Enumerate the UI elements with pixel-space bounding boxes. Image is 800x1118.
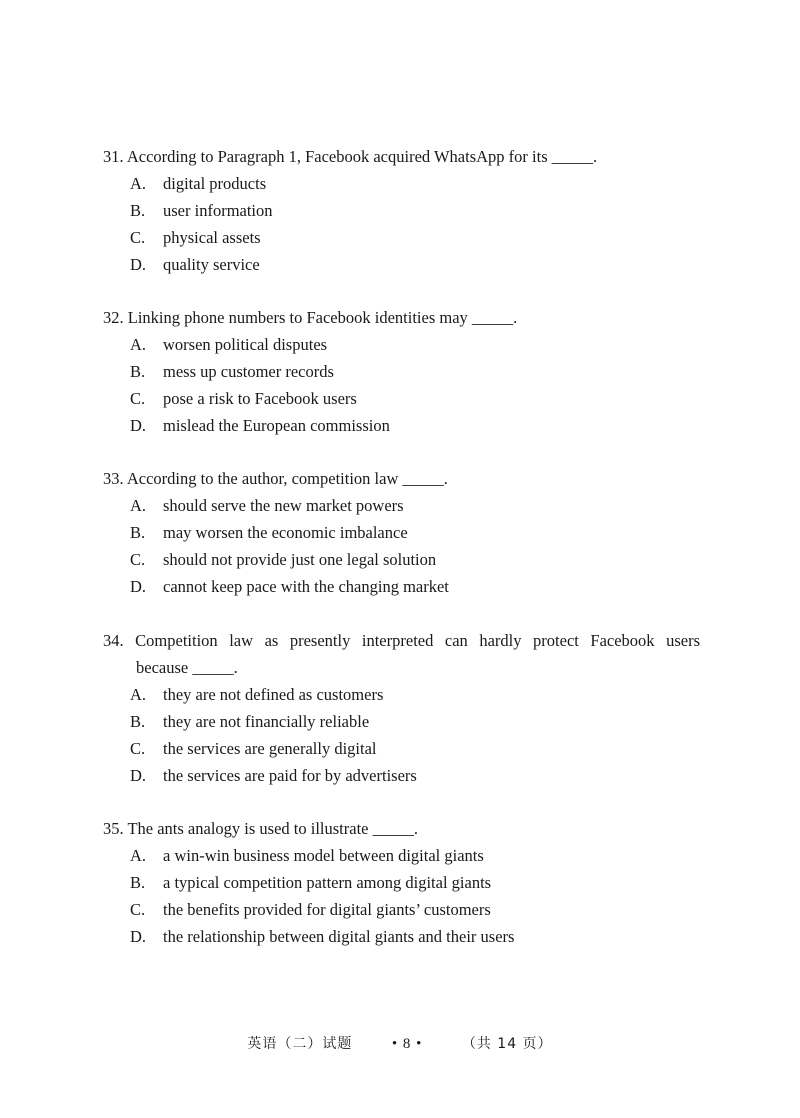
option-text: should not provide just one legal solution — [163, 550, 437, 569]
option-d — [103, 412, 700, 439]
option-c — [103, 735, 700, 762]
option-letter: C. — [130, 389, 146, 408]
option-text: a win-win business model between digital giants — [163, 846, 484, 865]
option-letter: D. — [130, 416, 147, 435]
question-35 — [103, 815, 700, 950]
option-list — [103, 331, 700, 439]
option-d — [103, 573, 700, 600]
option-letter: C. — [130, 739, 146, 758]
option-letter: D. — [130, 255, 147, 274]
total-pages: （共 14 页） — [461, 1036, 553, 1052]
option-b — [103, 358, 700, 385]
option-text: they are not financially reliable — [163, 712, 370, 731]
option-a — [103, 842, 700, 869]
option-text: worsen political disputes — [163, 335, 328, 354]
option-text: quality service — [163, 255, 260, 274]
option-letter: B. — [130, 873, 146, 892]
option-text: digital products — [163, 174, 267, 193]
option-text: may worsen the economic imbalance — [163, 523, 408, 542]
option-letter: A. — [130, 335, 147, 354]
option-b — [103, 197, 700, 224]
option-d — [103, 762, 700, 789]
question-stem: 31. According to Paragraph 1, Facebook acquired WhatsApp for its _____. — [103, 147, 598, 166]
option-letter: C. — [130, 550, 146, 569]
option-text: a typical competition pattern among digital giants — [163, 873, 492, 892]
option-letter: B. — [130, 523, 146, 542]
question-33 — [103, 465, 700, 600]
option-text: mislead the European commission — [163, 416, 390, 435]
option-c — [103, 224, 700, 251]
option-b — [103, 708, 700, 735]
option-text: they are not defined as customers — [163, 685, 384, 704]
option-letter: A. — [130, 846, 147, 865]
page-number: • 8 • — [391, 1036, 423, 1052]
option-b — [103, 519, 700, 546]
option-text: the services are paid for by advertisers — [163, 766, 417, 785]
question-stem: 32. Linking phone numbers to Facebook identities may _____. — [103, 308, 518, 327]
question-31 — [103, 143, 700, 278]
question-stem: 33. According to the author, competition law _____. — [103, 469, 448, 488]
question-stem: 35. The ants analogy is used to illustrate _____. — [103, 819, 418, 838]
option-a — [103, 492, 700, 519]
option-letter: C. — [130, 900, 146, 919]
option-b — [103, 869, 700, 896]
option-list — [103, 492, 700, 600]
option-letter: A. — [130, 174, 147, 193]
option-text: the services are generally digital — [163, 739, 377, 758]
option-letter: B. — [130, 201, 146, 220]
option-text: user information — [163, 201, 273, 220]
option-list — [103, 842, 700, 950]
option-letter: B. — [130, 712, 146, 731]
option-d — [103, 251, 700, 278]
option-letter: A. — [130, 685, 147, 704]
question-34 — [103, 627, 700, 789]
page-footer — [0, 1033, 800, 1053]
question-32 — [103, 304, 700, 439]
option-d — [103, 923, 700, 950]
option-letter: B. — [130, 362, 146, 381]
option-text: physical assets — [163, 228, 261, 247]
option-text: mess up customer records — [163, 362, 334, 381]
question-stem: 34. Competition law as presently interpreted can hardly protect Facebook users — [103, 631, 700, 650]
option-letter: C. — [130, 228, 146, 247]
option-letter: A. — [130, 496, 147, 515]
option-c — [103, 385, 700, 412]
option-c — [103, 896, 700, 923]
option-a — [103, 170, 700, 197]
option-list — [103, 681, 700, 789]
option-letter: D. — [130, 766, 147, 785]
option-text: should serve the new market powers — [163, 496, 404, 515]
option-text: cannot keep pace with the changing market — [163, 577, 449, 596]
option-text: the benefits provided for digital giants’ customers — [163, 900, 491, 919]
option-list — [103, 170, 700, 278]
option-a — [103, 331, 700, 358]
option-letter: D. — [130, 577, 147, 596]
option-text: the relationship between digital giants and their users — [163, 927, 515, 946]
option-a — [103, 681, 700, 708]
option-letter: D. — [130, 927, 147, 946]
exam-title: 英语（二）试题 — [247, 1036, 353, 1052]
question-stem-continued: because _____. — [136, 658, 238, 677]
option-text: pose a risk to Facebook users — [163, 389, 357, 408]
option-c — [103, 546, 700, 573]
